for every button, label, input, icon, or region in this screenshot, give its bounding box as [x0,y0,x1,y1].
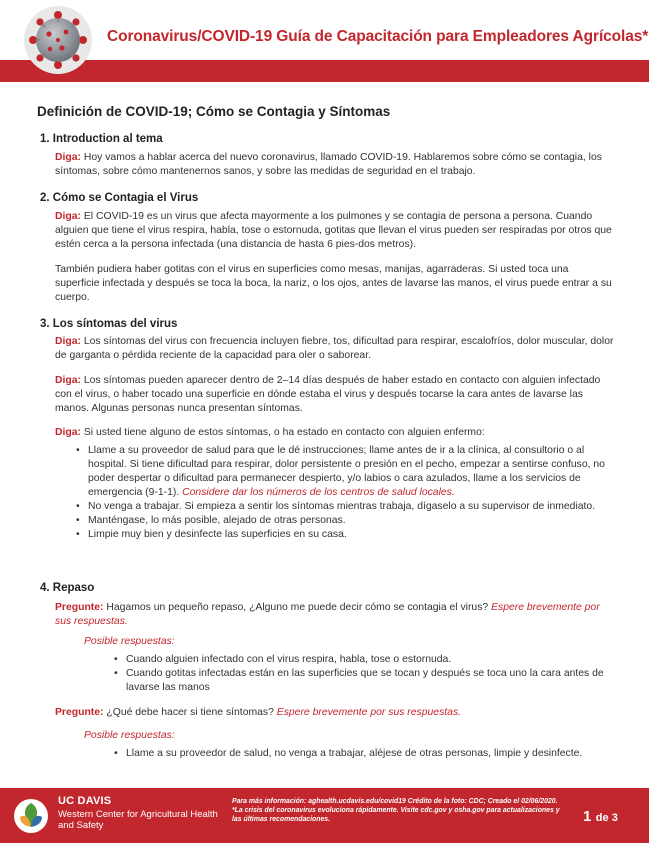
list-item: • Manténgase, lo más posible, alejado de otras personas. [76,514,616,528]
section-3-paragraph-3 [55,426,615,440]
page-current: 1 [583,808,592,825]
paragraph-text: El COVID-19 es un virus que afecta mayormente a los pulmones y se contagia de persona a persona. Cuando alguien que tiene el virus respira, habla, tose o estornuda, gotitas que llevan el virus pueden ser respiradas por otros que estén cerca a la persona infectada (una distancia de hasta 6 pies-dos metros). [55,211,612,250]
header [0,0,649,80]
header-band [0,60,649,82]
paragraph-text: Los síntomas pueden aparecer dentro de 2–14 días después de haber estado en contacto con alguien infectado con el virus, o haber tocado una superficie en dónde estaba el virus y después tocarse la cara antes de lavarse las manos. Algunas personas nunca presentan síntomas. [55,375,601,414]
question-note: Espere brevemente por sus respuestas. [55,602,600,627]
possible-answers-label: Posible respuestas: [84,636,175,647]
list-item: • Limpie muy bien y desinfecte las superficies en su casa. [76,528,616,542]
footer [0,788,649,843]
section-3-title: 3. Los síntomas del virus [40,318,178,330]
list-item: • Llame a su proveedor de salud, no venga a trabajar, aléjese de otras personas, limpie y desinfecte. [114,747,614,761]
possible-answers-label: Posible respuestas: [84,730,175,741]
section-3-paragraph-1 [55,335,615,363]
uc-davis-label: UC DAVIS [58,795,112,807]
coronavirus-icon [22,4,94,76]
review-question-2 [55,706,615,720]
ask-label: Pregunte: [55,602,104,613]
symptoms-action-list [76,444,616,542]
review-question-1 [55,601,615,629]
page-number [583,808,618,826]
center-name: Western Center for Agricultural Health and Safety [58,809,218,831]
list-item: • Cuando gotitas infectadas están en las superficies que se tocan y después se toca uno la cara antes de lavarse las manos [114,667,614,695]
section-4-title: 4. Repaso [40,582,95,594]
list-item-note: Considere dar los números de los centros de salud locales. [182,487,455,498]
page-title: Definición de COVID-19; Cómo se Contagia y Síntomas [37,104,391,119]
section-1-title: 1. Introduction al tema [40,133,163,145]
section-1-paragraph [55,151,615,179]
say-label: Diga: [55,427,81,438]
paragraph-text: Hoy vamos a hablar acerca del nuevo coronavirus, llamado COVID-19. Hablaremos sobre cómo se contagia, los síntomas, sobre cómo mantenernos sanos, y sobre las medidas de seguridad en el trabajo. [55,152,602,177]
question-text: Hagamos un pequeño repaso, ¿Alguno me puede decir cómo se contagia el virus? [103,602,492,613]
list-item-text: Llame a su proveedor de salud para que le dé instrucciones; llame antes de ir a la clínica, al consultorio o al hospital. Si tiene dificultad para respirar, dolor persistente o presión en el pecho, empezar a sentirse confuso, no poder despertar o dificultad para permanecer despierto, y/o labios o cara azulados, llame a los servicios de emergencia (9-1-1). [88,445,605,498]
page-total: de 3 [595,812,618,824]
answers-list-1 [114,653,614,695]
list-item: • Cuando alguien infectado con el virus respira, habla, tose o estornuda. [114,653,614,667]
question-text: ¿Qué debe hacer si tiene síntomas? [103,707,277,718]
list-item: • No venga a trabajar. Si empieza a sentir los síntomas mientras trabaja, dígaselo a su supervisor de inmediato. [76,500,616,514]
footer-info: Para más información: aghealth.ucdavis.edu/covid19 Crédito de la foto: CDC; Creado el 02/06/2020. *La crisis del coronavirus evoluciona rápidamente. Visite cdc.gov y osha.gov para actualizaciones y las últimas recomendaciones. [232,798,560,823]
header-title: Coronavirus/COVID-19 Guía de Capacitación para Empleadores Agrícolas* [107,28,649,45]
say-label: Diga: [55,211,81,222]
answers-list-2 [114,747,614,761]
section-2-paragraph-2: También pudiera haber gotitas con el virus en superficies como mesas, manijas, agarraderas. Si usted toca una superficie infectada y después se toca la boca, la nariz, o los ojos, antes de lavarse las manos, el virus puede entrar a su cuerpo. [55,264,612,303]
leaf-logo-icon [12,797,50,835]
section-2-title: 2. Cómo se Contagia el Virus [40,192,199,204]
say-label: Diga: [55,152,81,163]
paragraph-text: Los síntomas del virus con frecuencia incluyen fiebre, tos, dificultad para respirar, escalofríos, dolor muscular, dolor de garganta o pérdida reciente de la capacidad para oler o saborear. [55,336,614,361]
ask-label: Pregunte: [55,707,104,718]
say-label: Diga: [55,336,81,347]
section-2-paragraph-1 [55,210,615,252]
say-label: Diga: [55,375,81,386]
section-3-paragraph-2 [55,374,615,416]
paragraph-text: Si usted tiene alguno de estos síntomas, o ha estado en contacto con alguien enfermo: [80,427,485,438]
list-item [76,444,616,500]
question-note: Espere brevemente por sus respuestas. [276,707,462,718]
